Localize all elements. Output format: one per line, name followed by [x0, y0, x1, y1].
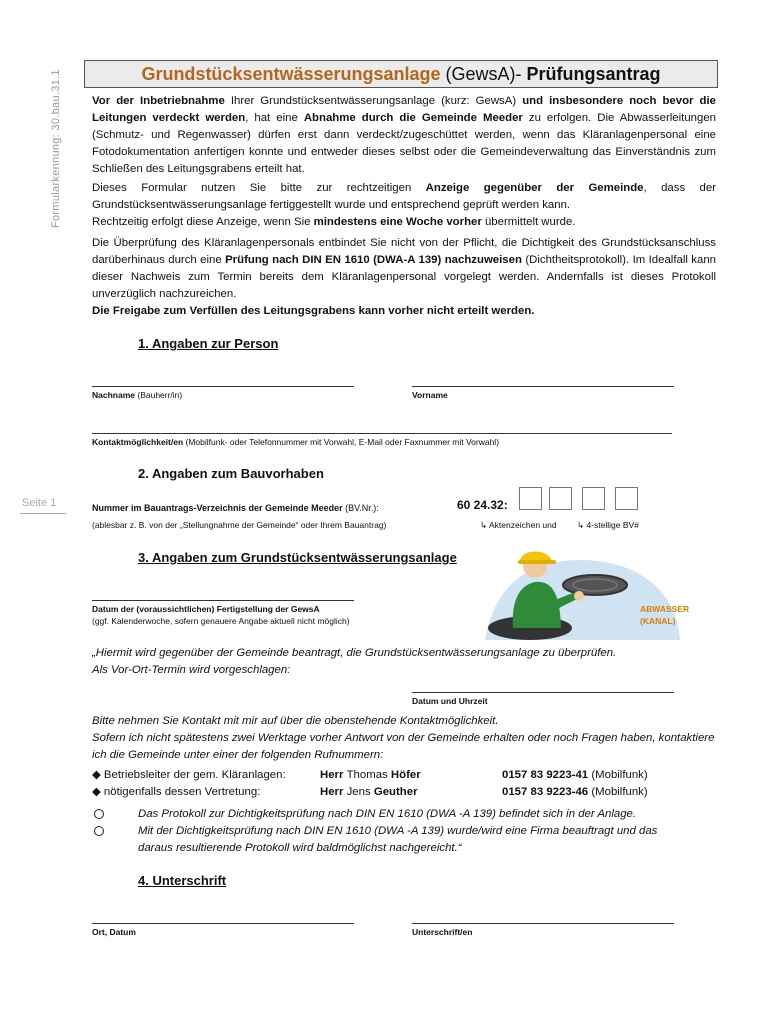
label-rest: (BV.Nr.): — [342, 503, 379, 513]
unterschrift-label — [412, 927, 472, 937]
contact-phone-type: (Mobilfunk) — [588, 769, 648, 781]
section-3-heading: 3. Angaben zum Grundstücksentwässerungsanlage — [138, 550, 457, 565]
abwasser-label-line1: ABWASSER — [640, 604, 690, 614]
label-bold: Ort, Datum — [92, 927, 136, 937]
intro-text: , hat eine — [245, 112, 304, 124]
contact-row — [92, 784, 712, 801]
section-1-heading: 1. Angaben zur Person — [138, 336, 279, 351]
section-2-heading: 2. Angaben zum Bauvorhaben — [138, 466, 324, 481]
page-number-divider — [20, 513, 66, 514]
intro-text: zu erfolgen. Die Abwasserleitungen (Schmutz- und Regenwasser) dürfen erst dann verdeckt/zugeschüttet werden, wenn das Kläranlagenpersonal eine Fotodokumentation anfertigen konnte und entweder dieses selbst oder die Gemeindeverwaltung das Einverständnis zum Schließen des Leitungsgrabens erteilt hat. — [92, 112, 717, 175]
label-bold: Kontaktmöglichkeit/en — [92, 437, 184, 447]
page-number: Seite 1 — [22, 497, 57, 509]
contact-instructions — [92, 713, 716, 764]
worker-hand — [574, 591, 584, 601]
label-bold: Nachname — [92, 390, 135, 400]
contact-phone[interactable]: 0157 83 9223-46 — [502, 786, 589, 798]
bv-label — [92, 503, 379, 513]
title-suffix: Prüfungsantrag — [526, 64, 661, 84]
intro-emph: Abnahme durch die Gemeinde Meeder — [303, 112, 523, 124]
contact-row — [92, 767, 712, 784]
contact-title: Herr — [320, 786, 347, 798]
ort-datum-field[interactable] — [92, 923, 354, 924]
intro-text: übermittelt wurde. — [481, 216, 576, 228]
contact-title: Herr — [320, 769, 347, 781]
fertigstellung-label — [92, 604, 320, 614]
contact-last-name: Geuther — [373, 786, 418, 798]
fertigstellung-hint: (ggf. Kalenderwoche, sofern genauere Angabe aktuell nicht möglich) — [92, 616, 350, 626]
contact-role: ◆ Betriebsleiter der gem. Kläranlagen: — [92, 769, 286, 781]
contact-line-1: Bitte nehmen Sie Kontakt mit mir auf über die obenstehende Kontaktmöglichkeit. — [92, 715, 499, 727]
label-bold: Vorname — [412, 390, 448, 400]
label-bold: Unterschrift/en — [412, 927, 473, 937]
option-protokoll-attached-radio[interactable] — [94, 809, 104, 819]
az-hint: ↳ Aktenzeichen und — [480, 520, 557, 530]
bv-prefix: 60 24.32: — [457, 498, 508, 512]
title-main: Grundstücksentwässerungsanlage — [141, 64, 441, 84]
unterschrift-field[interactable] — [412, 923, 674, 924]
intro-text: Die Überprüfung des Kläranlagenpersonals entbindet Sie nicht von der Pflicht, die Dichtigkeit des Grundstücksanschluss darüberhinaus durch eine — [92, 237, 716, 266]
vorname-field[interactable] — [412, 386, 674, 387]
label-rest: (Mobilfunk- oder Telefonnummer mit Vorwahl, E-Mail oder Faxnummer mit Vorwahl) — [183, 437, 500, 447]
bv-hint: (ablesbar z. B. von der „Stellungnahme der Gemeinde“ oder Ihrem Bauantrag) — [92, 520, 387, 530]
fertigstellung-field[interactable] — [92, 600, 354, 601]
label-bold: Nummer im Bauantrags-Verzeichnis der Gemeinde Meeder — [92, 503, 343, 513]
label-bold: Datum der (voraussichtlichen) Fertigstellung der GewsA — [92, 604, 320, 614]
bv-digit-box-2[interactable] — [549, 487, 572, 510]
label-bold: Datum und Uhrzeit — [412, 696, 488, 706]
title-abbrev: (GewsA)- — [440, 64, 527, 84]
vorname-label — [412, 390, 448, 400]
contact-phone[interactable]: 0157 83 9223-41 — [502, 769, 589, 781]
section-4-heading: 4. Unterschrift — [138, 873, 227, 888]
bv-digit-box-3[interactable] — [582, 487, 605, 510]
intro-paragraph-2 — [92, 180, 716, 231]
bv-digit-box-4[interactable] — [615, 487, 638, 510]
request-line-2: Als Vor-Ort-Termin wird vorgeschlagen: — [92, 664, 291, 676]
intro-text: Dieses Formular nutzen Sie bitte zur rechtzeitigen — [92, 182, 426, 194]
intro-emph: Die Freigabe zum Verfüllen des Leitungsgrabens kann vorher nicht erteilt werden. — [92, 305, 535, 317]
bv-digit-box-1[interactable] — [519, 487, 542, 510]
intro-text: , dass der Grundstücksentwässerungsanlage fertiggestellt wurde und entsprechend geprüft werden kann. — [92, 182, 716, 211]
intro-paragraph-3 — [92, 235, 716, 320]
contact-first-name: Thomas — [346, 769, 391, 781]
contact-list — [92, 767, 712, 801]
form-code: Formularkennung: 30.bau.31.1 — [50, 69, 62, 228]
intro-emph: Vor der Inbetriebnahme — [92, 95, 225, 107]
abwasser-label — [640, 603, 689, 627]
intro-text: Rechtzeitig erfolgt diese Anzeige, wenn Sie — [92, 216, 314, 228]
option-protokoll-attached-text: Das Protokoll zur Dichtigkeitsprüfung nach DIN EN 1610 (DWA -A 139) befindet sich in der Anlage. — [138, 808, 637, 820]
intro-text: (Dichtheitsprotokoll). Im Idealfall kann dieser Nachweis zum Termin bereits dem Kläranlagenpersonal vorgelegt werden. Andernfalls ist dieses Protokoll unverzüglich nachzureichen. — [92, 254, 716, 300]
contact-last-name: Höfer — [390, 769, 421, 781]
intro-text: Ihrer Grundstücksentwässerungsanlage (kurz: GewsA) — [224, 95, 523, 107]
abwasser-label-line2: (KANAL) — [640, 616, 676, 626]
termin-label — [412, 696, 488, 706]
kontakt-field[interactable] — [92, 433, 672, 434]
bv4-hint: ↳ 4-stellige BV# — [577, 520, 639, 530]
kontakt-label — [92, 437, 499, 447]
label-rest: (Bauherr/in) — [135, 390, 183, 400]
option-firma-beauftragt-text: Mit der Dichtigkeitsprüfung nach DIN EN 1610 (DWA -A 139) wurde/wird eine Firma beauftragt und das daraus resultierende Protokoll wird baldmöglichst nachgereicht.“ — [138, 825, 658, 854]
page-title — [84, 60, 718, 88]
contact-role: ◆ nötigenfalls dessen Vertretung: — [92, 786, 261, 798]
option-firma-beauftragt-radio[interactable] — [94, 826, 104, 836]
contact-first-name: Jens — [346, 786, 374, 798]
ort-datum-label — [92, 927, 136, 937]
request-text — [92, 645, 716, 679]
termin-field[interactable] — [412, 692, 674, 693]
intro-emph: Prüfung nach DIN EN 1610 (DWA-A 139) nachzuweisen — [225, 254, 522, 266]
intro-emph: und insbesondere noch bevor die Leitungen verdeckt werden — [92, 95, 716, 124]
contact-line-2: Sofern ich nicht spätestens zwei Werktage vorher Antwort von der Gemeinde erhalten oder noch Fragen haben, kontaktiere ich die Gemeinde unter einer der folgenden Rufnummern: — [92, 732, 715, 761]
intro-emph: mindestens eine Woche vorher — [313, 216, 482, 228]
nachname-field[interactable] — [92, 386, 354, 387]
request-line-1: „Hiermit wird gegenüber der Gemeinde beantragt, die Grundstücksentwässerungsanlage zu überprüfen. — [92, 647, 617, 659]
intro-emph: Anzeige gegenüber der Gemeinde — [425, 182, 644, 194]
intro-paragraph-1 — [92, 93, 716, 178]
contact-phone-type: (Mobilfunk) — [588, 786, 648, 798]
hardhat-brim — [518, 560, 556, 564]
nachname-label — [92, 390, 182, 400]
